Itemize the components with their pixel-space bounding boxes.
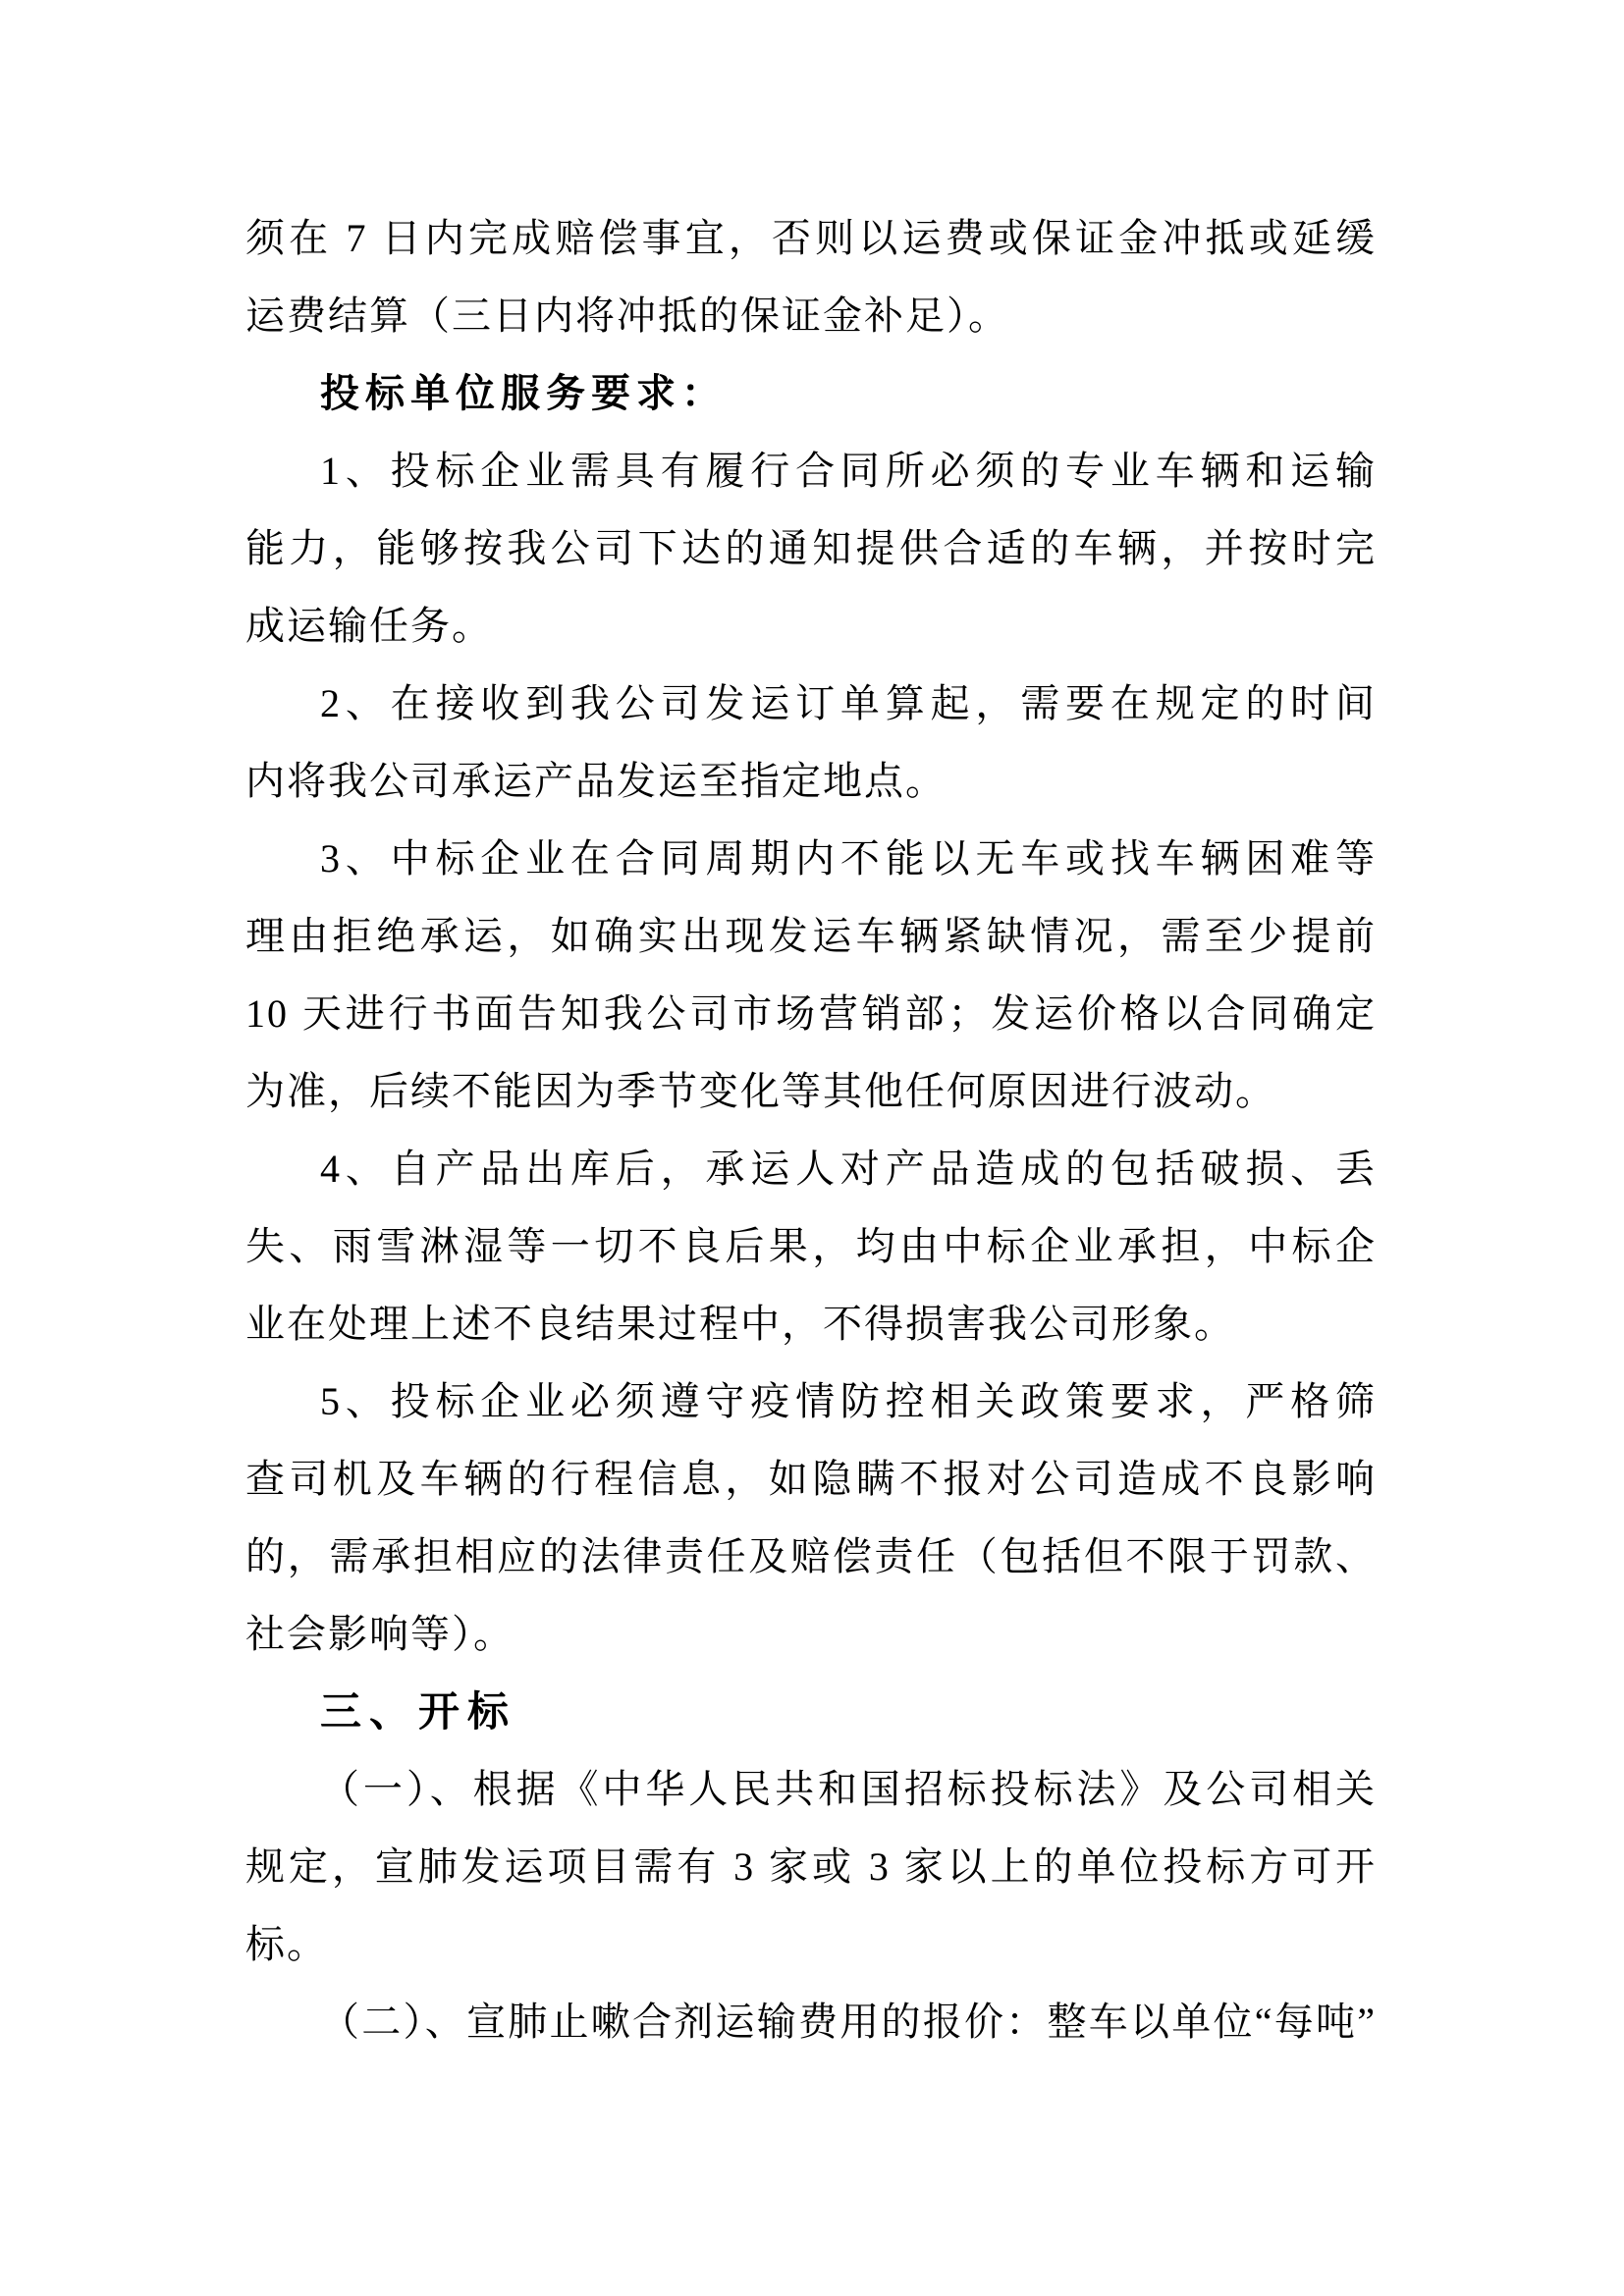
text-line: 的，需承担相应的法律责任及赔偿责任（包括但不限于罚款、 [245,1534,1377,1578]
text-line: 社会影响等）。 [245,1612,514,1656]
text-line: 2、在接收到我公司发运订单算起，需要在规定的时间 [320,681,1377,725]
text-line: 理由拒绝承运，如确实出现发运车辆紧缺情况，需至少提前 [245,914,1377,958]
text-line: 4、自产品出库后，承运人对产品造成的包括破损、丢 [320,1147,1377,1191]
text-line: 为准，后续不能因为季节变化等其他任何原因进行波动。 [245,1069,1276,1113]
text-line: 查司机及车辆的行程信息，如隐瞒不报对公司造成不良影响 [245,1457,1377,1501]
text-line: 运费结算（三日内将冲抵的保证金补足）。 [245,294,1009,338]
text-line: 5、投标企业必须遵守疫情防控相关政策要求，严格筛 [320,1379,1377,1423]
text-line: （一）、根据《中华人民共和国招标投标法》及公司相关 [320,1767,1377,1811]
text-line: 3、中标企业在合同周期内不能以无车或找车辆困难等 [320,836,1377,881]
text-line: （二）、宣肺止嗽合剂运输费用的报价：整车以单位“每吨” [320,2000,1377,2044]
text-line: 标。 [245,1922,328,1966]
text-line: 业在处理上述不良结果过程中，不得损害我公司形象。 [245,1302,1235,1346]
text-line: 须在 7 日内完成赔偿事宜，否则以运费或保证金冲抵或延缓 [245,216,1377,260]
text-line: 1、投标企业需具有履行合同所必须的专业车辆和运输 [320,449,1377,493]
text-line: 规定，宣肺发运项目需有 3 家或 3 家以上的单位投标方可开 [245,1844,1377,1889]
text-line: 能力，能够按我公司下达的通知提供合适的车辆，并按时完 [245,526,1377,570]
text-line: 失、雨雪淋湿等一切不良后果，均由中标企业承担，中标企 [245,1224,1377,1268]
section-heading-service-requirements: 投标单位服务要求： [320,371,727,415]
document-text-block [245,199,1377,2060]
text-line: 成运输任务。 [245,604,493,648]
text-line: 内将我公司承运产品发运至指定地点。 [245,759,947,803]
text-line: 10 天进行书面告知我公司市场营销部；发运价格以合同确定 [245,991,1377,1036]
section-heading-bid-opening: 三、开标 [320,1688,517,1735]
